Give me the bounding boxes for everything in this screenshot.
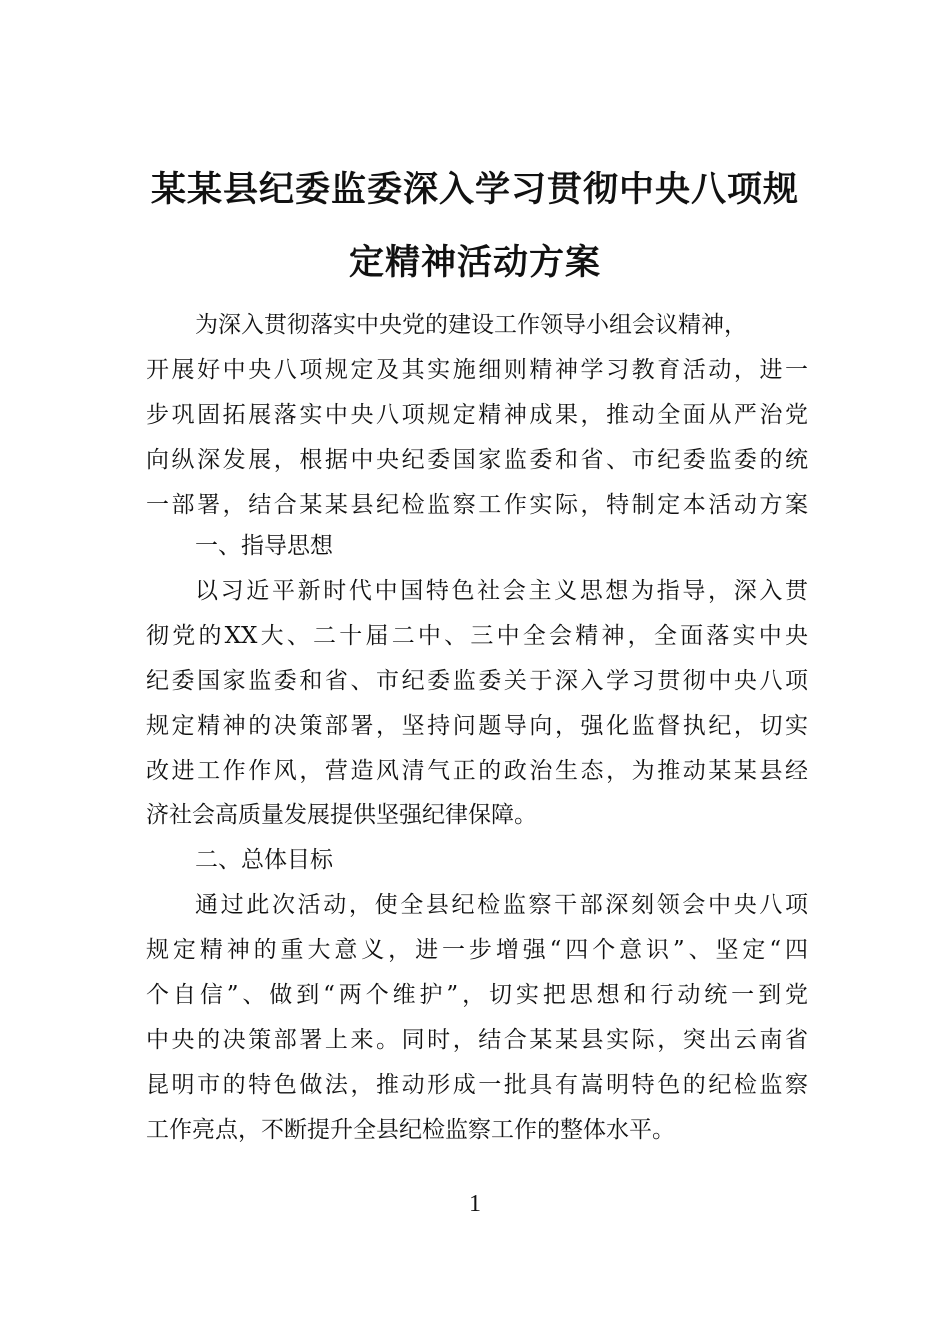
section-2-line-6: 工作亮点，不断提升全县纪检监察工作的整体水平。 <box>146 1117 675 1143</box>
intro-line-5: 一部署，结合某某县纪检监察工作实际，特制定本活动方案 <box>146 492 808 518</box>
intro-line-1: 为深入贯彻落实中央党的建设工作领导小组会议精神， <box>195 312 747 338</box>
document-title-line-2: 定精神活动方案 <box>348 242 601 283</box>
document-title-line-1: 某某县纪委监委深入学习贯彻中央八项规 <box>150 169 799 210</box>
section-2-line-4: 中央的决策部署上来。同时，结合某某县实际，突出云南省 <box>146 1027 808 1053</box>
intro-line-2: 开展好中央八项规定及其实施细则精神学习教育活动，进一 <box>146 357 808 383</box>
intro-line-3: 步巩固拓展落实中央八项规定精神成果，推动全面从严治党 <box>146 402 808 428</box>
section-1-line-1: 以习近平新时代中国特色社会主义思想为指导，深入贯 <box>195 578 808 604</box>
section-2-line-2: 规定精神的重大意义，进一步增强“四个意识”、坚定“四 <box>146 937 808 963</box>
section-1-line-2: 彻党的XX大、二十届二中、三中全会精神，全面落实中央 <box>146 623 808 649</box>
section-1-line-4: 规定精神的决策部署，坚持问题导向，强化监督执纪，切实 <box>146 713 808 739</box>
section-2-line-5: 昆明市的特色做法，推动形成一批具有嵩明特色的纪检监察 <box>146 1072 808 1098</box>
section-1-heading: 一、指导思想 <box>195 533 333 559</box>
intro-line-4: 向纵深发展，根据中央纪委国家监委和省、市纪委监委的统 <box>146 447 808 473</box>
section-2-line-1: 通过此次活动，使全县纪检监察干部深刻领会中央八项 <box>195 892 808 918</box>
section-2-heading: 二、总体目标 <box>195 847 333 873</box>
page-number: 1 <box>469 1191 481 1217</box>
section-2-line-3: 个自信”、做到“两个维护”，切实把思想和行动统一到党 <box>146 982 808 1008</box>
section-1-line-5: 改进工作作风，营造风清气正的政治生态，为推动某某县经 <box>146 758 808 784</box>
section-1-line-6: 济社会高质量发展提供坚强纪律保障。 <box>146 802 537 828</box>
section-1-line-3: 纪委国家监委和省、市纪委监委关于深入学习贯彻中央八项 <box>146 668 808 694</box>
